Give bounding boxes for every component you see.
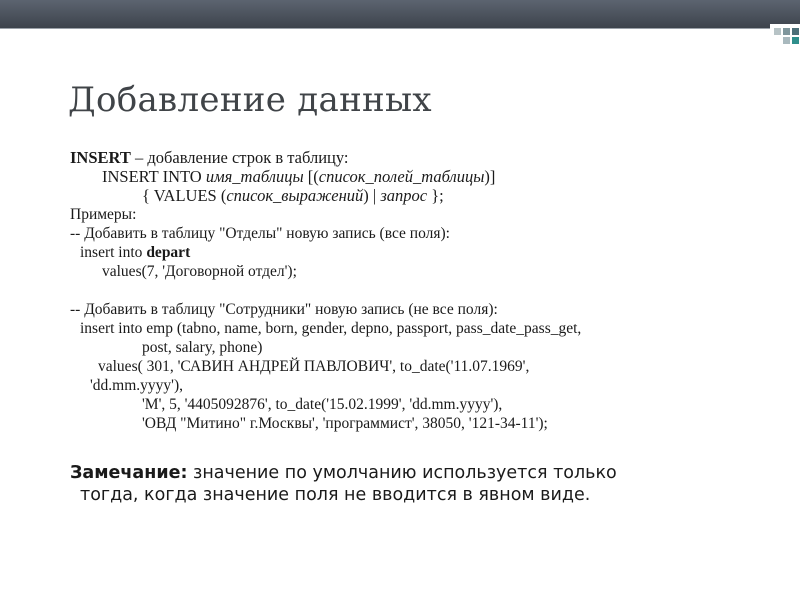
syntax-placeholder: запрос — [380, 186, 428, 205]
corner-square — [774, 28, 781, 35]
syntax-placeholder: список_выражений — [226, 186, 364, 205]
example2-line-3: values( 301, 'САВИН АНДРЕЙ ПАВЛОВИЧ', to_date('11.07.1969', — [98, 358, 530, 375]
corner-square — [783, 28, 790, 35]
insert-description: – добавление строк в таблицу: — [130, 148, 349, 167]
example2-line-6: 'ОВД "Митино" г.Москвы', 'программист', 38050, '121-34-11'); — [142, 415, 548, 432]
syntax-line-1 — [70, 148, 780, 167]
syntax-placeholder: список_полей_таблицы — [318, 167, 485, 186]
examples-label: Примеры: — [70, 206, 137, 223]
example1-line-1 — [70, 243, 780, 262]
remark-text-2: тогда, когда значение поля не вводится в явном виде. — [80, 485, 591, 505]
corner-square — [792, 28, 799, 35]
example2-line-1: insert into emp (tabno, name, born, gender, depno, passport, pass_date_pass_get, — [80, 320, 582, 337]
remark-line-1 — [70, 462, 770, 484]
remark-text-1: значение по умолчанию используется только — [187, 463, 617, 483]
remark-label: Замечание: — [70, 463, 188, 483]
syntax-text: [( — [303, 167, 319, 186]
syntax-line-2 — [70, 167, 780, 186]
example2-line-5: 'M', 5, '4405092876', to_date('15.02.1999', 'dd.mm.yyyy'), — [142, 396, 503, 413]
remark — [70, 462, 770, 506]
insert-keyword: INSERT — [70, 148, 131, 167]
corner-square — [792, 37, 799, 44]
spacer — [70, 281, 780, 300]
table-name: depart — [146, 244, 191, 261]
syntax-text: )] — [484, 167, 496, 186]
syntax-text: { VALUES ( — [142, 186, 227, 205]
example2-comment: -- Добавить в таблицу "Сотрудники" новую запись (не все поля): — [70, 301, 498, 318]
corner-decoration — [770, 24, 800, 52]
syntax-text: ) | — [363, 186, 381, 205]
syntax-text: INSERT INTO — [102, 167, 206, 186]
corner-square — [783, 37, 790, 44]
example2-line-2: post, salary, phone) — [142, 339, 263, 356]
code-text: insert into — [80, 244, 147, 261]
example1-line-2: values(7, 'Договорной отдел'); — [102, 263, 297, 280]
syntax-line-3 — [70, 186, 780, 205]
top-bar-divider — [0, 28, 800, 29]
top-bar — [0, 0, 800, 28]
slide-title: Добавление данных — [68, 80, 432, 120]
syntax-text: }; — [427, 186, 444, 205]
example2-line-4: 'dd.mm.yyyy'), — [90, 377, 183, 394]
slide-body — [70, 148, 780, 433]
syntax-placeholder: имя_таблицы — [205, 167, 304, 186]
example1-comment: -- Добавить в таблицу "Отделы" новую запись (все поля): — [70, 225, 450, 242]
